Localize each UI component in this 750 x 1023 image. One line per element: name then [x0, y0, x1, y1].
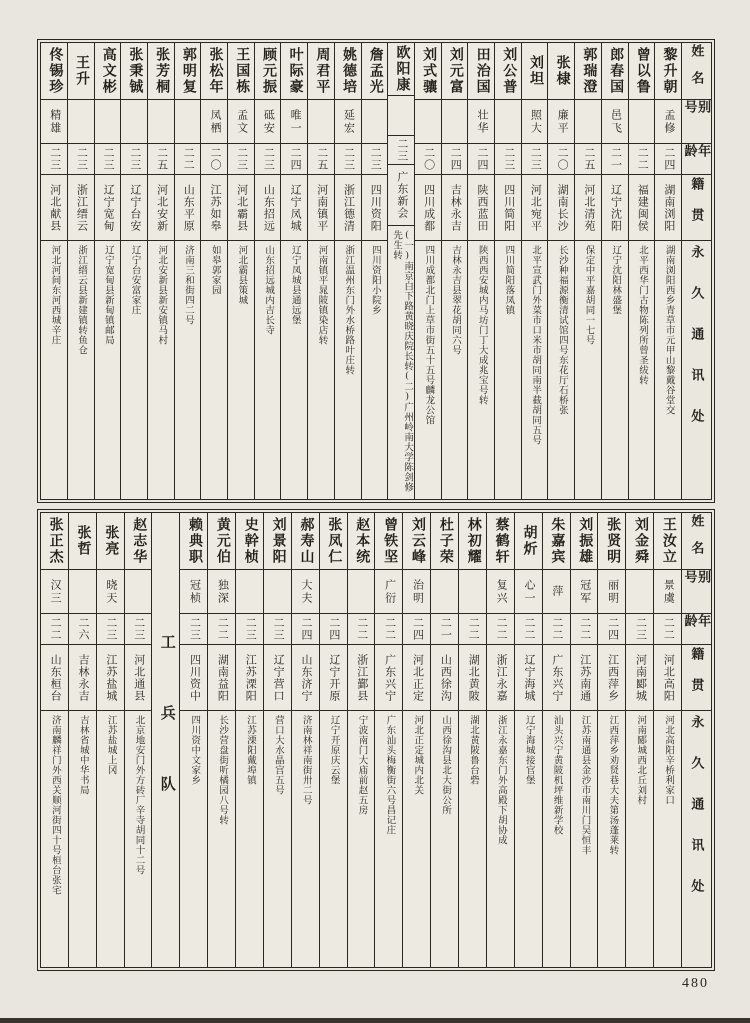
person-age: 二三	[272, 617, 285, 641]
person-alias: 心一	[522, 578, 535, 605]
person-age: 二二	[216, 617, 229, 641]
person-native: 山西徐沟	[439, 653, 452, 702]
person-address: 北京地安门外方砖厂辛寺胡同十二号	[133, 715, 144, 875]
person-native: 江苏溧阳	[244, 653, 257, 702]
person-native: 辽宁海城	[522, 653, 535, 702]
person-alias: 精雄	[48, 108, 61, 135]
person-name: 刘元富	[447, 47, 463, 95]
person-alias: 砥安	[262, 108, 275, 135]
person-native: 江苏盐城	[104, 653, 117, 702]
person-address: 营口大水晶宫五号	[272, 715, 283, 795]
person-address: 济南麟祥门外西关顺河街四十号桓台张宅	[49, 715, 60, 895]
person-age: 二二	[355, 617, 368, 641]
person-age: 二三	[369, 147, 382, 171]
roster-column	[653, 513, 681, 967]
person-native: 辽宁宽甸	[102, 183, 115, 232]
person-name: 刘公普	[501, 47, 517, 95]
person-address: 吉林省城中华书局	[77, 715, 88, 795]
person-name: 叶际豪	[287, 47, 303, 95]
person-native: 山东平原	[182, 183, 195, 232]
person-native: 河北霸县	[235, 183, 248, 232]
person-name: 刘坦	[527, 55, 543, 87]
person-age: 二〇	[422, 147, 435, 171]
roster-column	[628, 43, 655, 499]
roster-column	[521, 43, 548, 499]
person-age: 二四	[299, 617, 312, 641]
person-alias: 晓天	[104, 578, 117, 605]
roster-column	[207, 513, 235, 967]
roster-column	[68, 513, 96, 967]
roster-table-top	[40, 42, 712, 500]
person-native: 四川资阳	[369, 183, 382, 232]
roster-column	[625, 513, 653, 967]
person-alias: 萍	[550, 585, 563, 598]
person-name: 顾元振	[260, 47, 276, 95]
person-age: 二三	[188, 617, 201, 641]
person-name: 郝寿山	[298, 517, 314, 565]
person-age: 二三	[75, 147, 88, 171]
person-age: 二三	[395, 138, 408, 163]
roster-column	[458, 513, 486, 967]
person-native: 辽宁营口	[272, 653, 285, 702]
roster-column	[494, 43, 521, 499]
person-address: 长沙种福源衡清试馆四号东花厅石桥张	[556, 245, 567, 415]
person-age: 二二	[49, 617, 62, 641]
roster-column	[654, 43, 681, 499]
person-address: 济南三和街四二号	[182, 245, 193, 325]
person-age: 二二	[182, 147, 195, 171]
person-native: 吉林永吉	[449, 183, 462, 232]
person-name: 张凤仁	[326, 517, 342, 565]
row-header-native: 籍贯	[689, 646, 705, 709]
person-native: 辽宁凤城	[289, 183, 302, 232]
roster-column	[124, 513, 152, 967]
person-address: 浙江温州东门外水桥路叶庄转	[343, 245, 354, 375]
person-native: 吉林永吉	[76, 653, 89, 702]
person-age: 二三	[342, 147, 355, 171]
person-age: 二三	[104, 617, 117, 641]
person-native: 四川成都	[422, 183, 435, 232]
person-name: 詹孟光	[367, 47, 383, 95]
person-age: 二三	[244, 617, 257, 641]
person-address: 长沙营盘街听橘园八号转	[217, 715, 228, 825]
roster-column	[254, 43, 281, 499]
roster-column	[414, 43, 441, 499]
person-alias: 汉三	[49, 578, 62, 605]
person-name: 欧阳康	[394, 44, 410, 93]
person-native: 山东桓台	[49, 653, 62, 702]
roster-column	[387, 43, 414, 499]
person-native: 河北献县	[48, 183, 61, 232]
person-name: 刘云峰	[410, 517, 426, 565]
person-age: 二二	[467, 617, 480, 641]
roster-column	[514, 513, 542, 967]
person-age: 二五	[582, 147, 595, 171]
person-native: 广东兴宁	[383, 653, 396, 702]
person-name: 林初耀	[465, 517, 481, 565]
person-name: 曾铁坚	[382, 517, 398, 565]
person-alias: 孟文	[235, 108, 248, 135]
person-native: 河北清苑	[582, 183, 595, 232]
roster-column	[374, 513, 402, 967]
person-age: 二二	[383, 617, 396, 641]
person-address: 河北正定城内北关	[412, 715, 423, 795]
person-name: 张正杰	[47, 517, 63, 565]
person-age: 二四	[662, 147, 675, 171]
person-name: 郎春国	[608, 47, 624, 95]
person-name: 刘景阳	[270, 517, 286, 565]
roster-column	[96, 513, 124, 967]
person-age: 二四	[411, 617, 424, 641]
person-address: 河北河间东河西城辛庄	[49, 245, 60, 345]
person-name: 赖典职	[187, 517, 203, 565]
person-age: 二〇	[556, 147, 569, 171]
person-native: 湖北黄陂	[467, 653, 480, 702]
person-address: 河北安新县新安镇马村	[156, 245, 167, 345]
person-name: 胡炘	[521, 525, 537, 557]
roster-column	[334, 43, 361, 499]
person-alias: 壮华	[476, 108, 488, 135]
person-age: 二四	[449, 147, 462, 171]
person-address: 辽宁宽甸县新甸镇邮局	[102, 245, 113, 345]
person-native: 湖南浏阳	[662, 183, 675, 232]
person-name: 张棣	[554, 55, 570, 87]
person-address: 河北霸县策城	[236, 245, 247, 305]
row-header-age: 年龄	[682, 144, 711, 161]
person-name: 张贤明	[605, 517, 621, 565]
person-name: 张哲	[75, 525, 91, 557]
roster-column	[597, 513, 625, 967]
group-label-column	[151, 513, 179, 967]
roster-table-bottom	[40, 512, 712, 968]
person-native: 浙江永嘉	[495, 653, 508, 702]
person-age: 二三	[634, 617, 647, 641]
person-address: 湖南浏阳西乡青草市元甲山黎戴谷堂交	[663, 245, 674, 415]
roster-column	[67, 43, 94, 499]
person-native: 江苏南通	[578, 653, 591, 702]
person-native: 陕西蓝田	[476, 183, 488, 232]
person-address: 北平宣武门外菜市口米市胡同南半截胡同五号	[530, 245, 541, 445]
person-name: 张亮	[103, 525, 119, 557]
person-age: 二三	[128, 147, 141, 171]
group-label: 工兵队	[158, 633, 175, 847]
person-name: 王升	[74, 55, 90, 87]
person-name: 高文彬	[100, 47, 116, 95]
row-header-column	[681, 513, 711, 967]
person-native: 河北通县	[132, 653, 145, 702]
person-age: 二二	[550, 617, 563, 641]
person-alias: 丽明	[606, 578, 619, 605]
person-address: 汕头兴宁黄陂机坪维新学校	[551, 715, 562, 835]
person-address: 辽宁海城接官堡	[523, 715, 534, 785]
roster-column	[467, 43, 494, 499]
person-native: 辽宁沈阳	[609, 183, 622, 232]
roster-column	[307, 43, 334, 499]
person-native: 广东兴宁	[550, 653, 563, 702]
row-header-name: 姓名	[689, 44, 705, 98]
person-name: 刘式骧	[421, 47, 437, 95]
person-native: 河南郾城	[634, 653, 647, 702]
roster-column	[41, 513, 68, 967]
person-age: 二四	[327, 617, 340, 641]
person-name: 杜子荣	[437, 517, 453, 565]
person-address: 河南镇平晁陂镇染店转	[316, 245, 327, 345]
person-name: 史幹桢	[242, 517, 258, 565]
person-address: 四川简阳落凤镇	[503, 245, 514, 315]
person-alias: 照大	[529, 108, 542, 135]
person-alias: 冠军	[578, 578, 591, 605]
roster-column	[547, 43, 574, 499]
person-age: 二五	[155, 147, 168, 171]
person-address: 江苏溧阳戴埠镇	[244, 715, 255, 785]
person-address: 陕西西安城内马坊门丁大成兆宝号转	[476, 245, 487, 405]
person-address: 广东汕头梅衡街六号昌记庄	[384, 715, 395, 835]
person-age: 二三	[102, 147, 115, 171]
person-native: 四川资中	[188, 653, 201, 702]
person-name: 王国栋	[234, 47, 250, 95]
person-alias: 广衍	[383, 578, 396, 605]
roster-column	[542, 513, 570, 967]
person-address: 山东招远城内吉长寺	[263, 245, 274, 335]
person-native: 湖南益阳	[216, 653, 229, 702]
roster-column	[280, 43, 307, 499]
roster-column	[361, 43, 388, 499]
row-header-address: 永久通讯处	[689, 715, 705, 920]
roster-column	[235, 513, 263, 967]
person-native: 河北正定	[411, 653, 424, 702]
person-age: 二三	[262, 147, 275, 171]
person-alias: 邑飞	[609, 108, 622, 135]
person-alias: 独深	[216, 578, 229, 605]
person-address: 辽宁凤城县通远堡	[289, 245, 300, 325]
person-age: 二二	[662, 617, 675, 641]
roster-column	[200, 43, 227, 499]
person-name: 姚德培	[341, 47, 357, 95]
person-age: 二二	[578, 617, 591, 641]
person-age: 二三	[48, 147, 61, 171]
row-header-address: 永久通讯处	[689, 245, 705, 450]
person-address: 宁波南门大庙前赵五房	[356, 715, 367, 815]
person-age: 二三	[529, 147, 542, 171]
person-native: 江苏如皋	[208, 183, 221, 232]
row-header-alias: 别号	[682, 570, 711, 592]
roster-column	[574, 43, 601, 499]
roster-column	[486, 513, 514, 967]
roster-column	[41, 43, 67, 499]
person-address: 浙江永嘉东门外高殿下胡协成	[495, 715, 506, 845]
person-age: 二四	[476, 147, 488, 171]
roster-column	[402, 513, 430, 967]
person-address: 江苏南通县金沙市南川门吴恒丰	[579, 715, 590, 855]
person-age: 二三	[132, 617, 145, 641]
person-alias: 景虞	[662, 578, 675, 605]
person-age: 二〇	[208, 147, 221, 171]
row-header-name: 姓名	[689, 514, 705, 568]
person-name: 王汝立	[660, 517, 676, 565]
person-address: 如皋郭家园	[209, 245, 220, 295]
person-name: 张秉铖	[127, 47, 143, 95]
person-alias: 孟修	[662, 108, 675, 135]
person-native: 山东招远	[262, 183, 275, 232]
person-alias: 治明	[411, 578, 424, 605]
roster-column	[430, 513, 458, 967]
row-header-native: 籍贯	[689, 176, 705, 239]
person-name: 田治国	[474, 47, 490, 95]
person-native: 江西萍乡	[606, 653, 619, 702]
roster-column	[120, 43, 147, 499]
person-name: 黎升朝	[661, 47, 677, 95]
person-native: 河北宛平	[529, 183, 542, 232]
person-name: 张芳桐	[154, 47, 170, 95]
page-number: 480	[682, 976, 709, 991]
person-alias: 唯一	[289, 108, 302, 135]
person-name: 朱嘉宾	[549, 517, 565, 565]
roster-column	[179, 513, 207, 967]
person-native: 辽宁台安	[128, 183, 141, 232]
person-address: 湖北黄陂鲁台砦	[467, 715, 478, 785]
person-alias: 冠桢	[188, 578, 201, 605]
person-native: 湖南长沙	[556, 183, 569, 232]
person-address: 四川资中文家乡	[189, 715, 200, 785]
person-address: 四川成都北门上草市街五十五号麟龙公馆	[423, 245, 434, 425]
person-name: 蔡鹤轩	[493, 517, 509, 565]
roster-column	[147, 43, 174, 499]
person-age: 二三	[502, 147, 515, 171]
person-address: 保定中平嘉胡同一七号	[583, 245, 594, 345]
person-alias: 凤栖	[208, 108, 221, 135]
person-age: 二三	[235, 147, 248, 171]
roster-column	[263, 513, 291, 967]
person-address: 河南郾城西北丘刘村	[635, 715, 646, 805]
roster-column	[291, 513, 319, 967]
person-age: 二二	[636, 147, 649, 171]
person-address: 辽宁台安富家庄	[129, 245, 140, 315]
person-native: 广东新会	[395, 170, 408, 219]
person-alias: 大夫	[299, 578, 312, 605]
person-address: 浙江缙云县新建镇转鱼仓	[76, 245, 87, 355]
person-name: 曾以鲁	[634, 47, 650, 95]
person-native: 河北高阳	[662, 653, 675, 702]
person-name: 刘金舜	[633, 517, 649, 565]
row-header-column	[681, 43, 711, 499]
person-address: 河北高阳辛桥利家口	[663, 715, 674, 805]
person-address: 吉林永吉县翠花胡同六号	[450, 245, 461, 355]
person-name: 张松年	[207, 47, 223, 95]
person-alias: 复兴	[495, 578, 508, 605]
person-address: 江西萍乡劝贤巷大夫第汤蓬莱转	[607, 715, 618, 855]
person-native: 浙江鄞县	[355, 653, 368, 702]
person-native: 河北安新	[155, 183, 168, 232]
person-age: 二二	[522, 617, 535, 641]
person-native: 浙江缙云	[75, 183, 88, 232]
roster-column	[94, 43, 121, 499]
row-header-age: 年龄	[682, 614, 711, 631]
person-age: 二一	[439, 617, 452, 641]
person-native: 浙江德清	[342, 183, 355, 232]
person-native: 辽宁开原	[327, 653, 340, 702]
person-address: (一)南京白下路黄晓庆院长转(二)广州岭南大学陈剑修先生转	[391, 229, 413, 492]
person-native: 福建闽侯	[636, 183, 649, 232]
roster-column	[174, 43, 201, 499]
person-name: 郭瑞澄	[581, 47, 597, 95]
person-name: 赵志华	[131, 517, 147, 565]
row-header-alias: 别号	[682, 100, 711, 122]
person-address: 江苏盐城上冈	[105, 715, 116, 775]
person-age: 二四	[289, 147, 302, 171]
person-native: 山东济宁	[299, 653, 312, 702]
person-address: 辽宁沈阳林盛堡	[610, 245, 621, 315]
person-name: 郭明复	[180, 47, 196, 95]
person-alias: 延宏	[342, 108, 355, 135]
person-age: 二一	[609, 147, 622, 171]
person-name: 周君平	[314, 47, 330, 95]
person-age: 二二	[495, 617, 508, 641]
person-native: 四川简阳	[502, 183, 515, 232]
roster-column	[601, 43, 628, 499]
person-name: 刘振雄	[577, 517, 593, 565]
person-age: 二六	[76, 617, 89, 641]
roster-column	[570, 513, 598, 967]
person-native: 河南镇平	[315, 183, 328, 232]
roster-column	[347, 513, 375, 967]
person-address: 济南林祥南街卅二号	[300, 715, 311, 805]
roster-column	[227, 43, 254, 499]
roster-column	[441, 43, 468, 499]
person-name: 赵本统	[354, 517, 370, 565]
person-address: 山西徐沟县北大街公所	[440, 715, 451, 815]
person-name: 黄元伯	[214, 517, 230, 565]
person-address: 辽宁开原庆云堡	[328, 715, 339, 785]
person-address: 四川资阳小院乡	[369, 245, 380, 315]
person-age: 二五	[315, 147, 328, 171]
person-age: 二四	[606, 617, 619, 641]
person-address: 北平西华门古物陈列所曾圣绂转	[636, 245, 647, 385]
person-name: 佟锡珍	[47, 47, 63, 95]
roster-column	[319, 513, 347, 967]
person-alias: 廉平	[556, 108, 569, 135]
